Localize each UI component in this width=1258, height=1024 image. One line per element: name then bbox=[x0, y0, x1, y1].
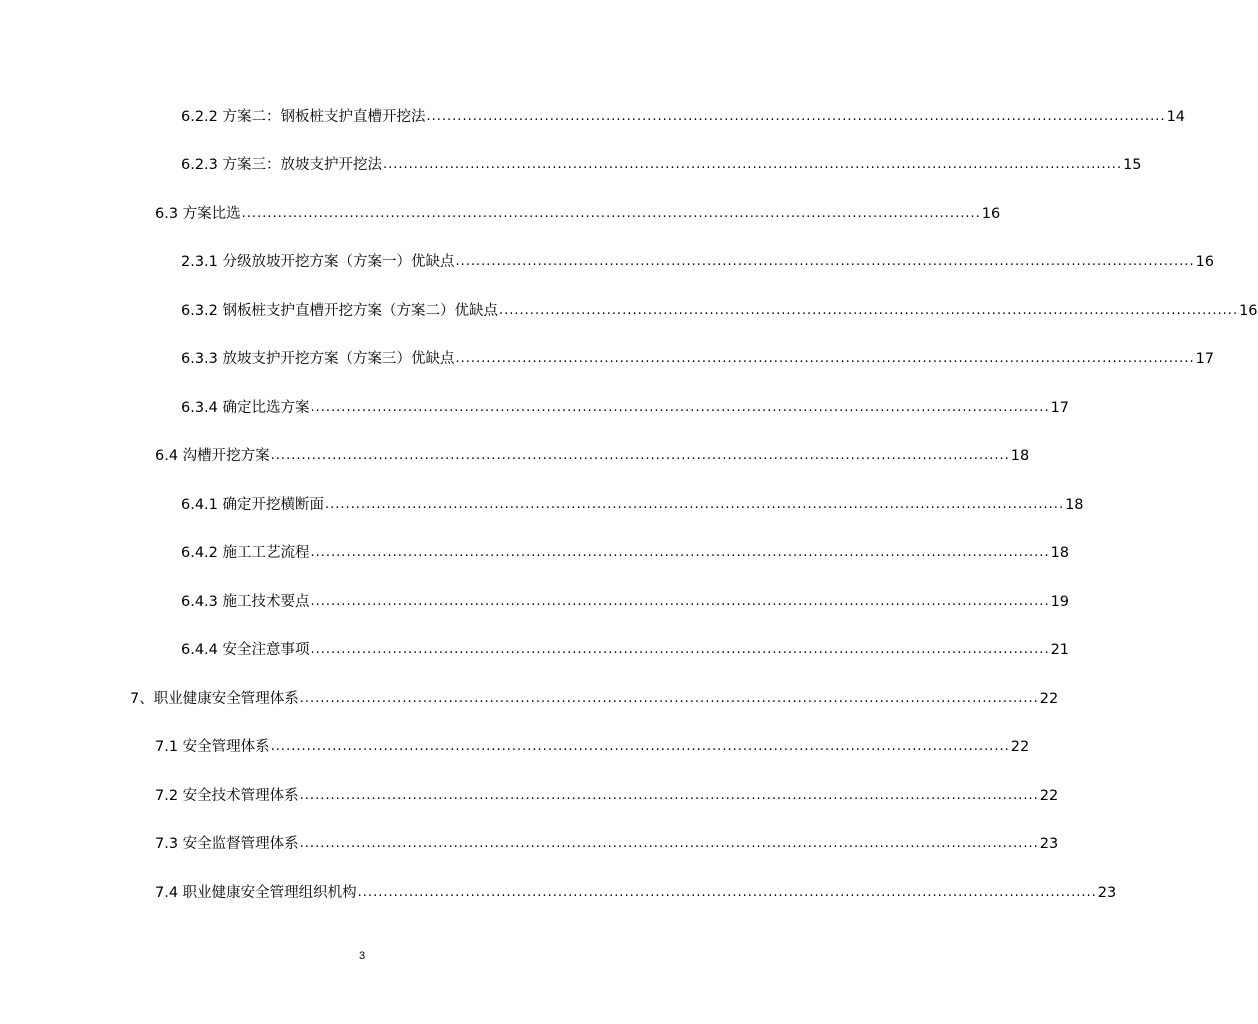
toc-entry-page: 22 bbox=[1039, 788, 1059, 804]
toc-dot-leader: ................................................................................................................................................ bbox=[310, 594, 1050, 609]
toc-entry-page: 14 bbox=[1166, 109, 1186, 125]
toc-dot-leader: ................................................................................................................................................ bbox=[310, 400, 1050, 415]
toc-entry[interactable] bbox=[155, 444, 1030, 468]
toc-entry-page: 23 bbox=[1039, 836, 1059, 852]
toc-dot-leader: ................................................................................................................................................ bbox=[455, 351, 1195, 366]
toc-entry-label: 6.4.2 施工工艺流程 bbox=[181, 545, 310, 561]
toc-dot-leader: ................................................................................................................................................ bbox=[270, 448, 1010, 463]
toc-entry[interactable] bbox=[155, 881, 1117, 905]
toc-entry-page: 17 bbox=[1195, 351, 1215, 367]
toc-entry-label: 6.2.3 方案三：放坡支护开挖法 bbox=[181, 157, 383, 173]
toc-entry[interactable] bbox=[181, 638, 1070, 662]
toc-entry-label: 7.3 安全监督管理体系 bbox=[155, 836, 299, 852]
toc-entry-page: 16 bbox=[1239, 303, 1258, 319]
toc-entry-page: 19 bbox=[1050, 594, 1070, 610]
toc-dot-leader: ................................................................................................................................................ bbox=[310, 545, 1050, 560]
toc-entry-label: 6.3.3 放坡支护开挖方案（方案三）优缺点 bbox=[181, 351, 455, 367]
toc-dot-leader: ................................................................................................................................................ bbox=[357, 885, 1097, 900]
toc-entry[interactable] bbox=[181, 153, 1142, 177]
toc-entry-page: 18 bbox=[1065, 497, 1084, 513]
toc-entry-page: 18 bbox=[1010, 448, 1030, 464]
toc-entry-page: 18 bbox=[1050, 545, 1070, 561]
toc-entry-label: 7.1 安全管理体系 bbox=[155, 739, 270, 755]
toc-dot-leader: ................................................................................................................................................ bbox=[270, 739, 1010, 754]
toc-entry[interactable] bbox=[181, 105, 1186, 129]
toc-dot-leader: ................................................................................................................................................ bbox=[426, 109, 1166, 124]
toc-entry[interactable] bbox=[181, 250, 1215, 274]
toc-entry-page: 22 bbox=[1010, 739, 1030, 755]
toc-dot-leader: ................................................................................................................................................ bbox=[299, 788, 1039, 803]
toc-entry[interactable] bbox=[181, 299, 1258, 323]
toc-dot-leader: ................................................................................................................................................ bbox=[383, 157, 1123, 172]
toc-entry-page: 23 bbox=[1097, 885, 1117, 901]
toc-dot-leader: ................................................................................................................................................ bbox=[299, 691, 1039, 706]
toc-entry-label: 6.2.2 方案二：钢板桩支护直槽开挖法 bbox=[181, 109, 426, 125]
toc-entry-label: 7、职业健康安全管理体系 bbox=[130, 691, 299, 707]
toc-entry-page: 16 bbox=[981, 206, 1001, 222]
toc-entry-label: 7.4 职业健康安全管理组织机构 bbox=[155, 885, 357, 901]
toc-entry-label: 6.3 方案比选 bbox=[155, 206, 241, 222]
toc-entry-page: 17 bbox=[1050, 400, 1070, 416]
toc-entry[interactable] bbox=[155, 735, 1030, 759]
toc-entry-label: 7.2 安全技术管理体系 bbox=[155, 788, 299, 804]
toc-entry-page: 22 bbox=[1039, 691, 1059, 707]
toc-entry-label: 6.4.1 确定开挖横断面 bbox=[181, 497, 325, 513]
toc-dot-leader: ................................................................................................................................................ bbox=[455, 254, 1195, 269]
toc-entry-label: 6.3.4 确定比选方案 bbox=[181, 400, 310, 416]
toc-dot-leader: ................................................................................................................................................ bbox=[325, 497, 1065, 512]
toc-dot-leader: ................................................................................................................................................ bbox=[241, 206, 981, 221]
toc-entry[interactable] bbox=[130, 687, 1059, 711]
toc-entry[interactable] bbox=[155, 202, 1001, 226]
toc-entry[interactable] bbox=[155, 784, 1059, 808]
toc-entry-label: 6.4 沟槽开挖方案 bbox=[155, 448, 270, 464]
toc-entry-page: 21 bbox=[1050, 642, 1070, 658]
toc-entry-label: 6.4.3 施工技术要点 bbox=[181, 594, 310, 610]
toc-entry[interactable] bbox=[181, 493, 1084, 517]
toc-entry-label: 6.3.2 钢板桩支护直槽开挖方案（方案二）优缺点 bbox=[181, 303, 499, 319]
toc-entry-label: 6.4.4 安全注意事项 bbox=[181, 642, 310, 658]
toc-entry[interactable] bbox=[155, 832, 1059, 856]
toc-entry-page: 15 bbox=[1123, 157, 1142, 173]
toc-entry[interactable] bbox=[181, 590, 1070, 614]
toc-dot-leader: ................................................................................................................................................ bbox=[310, 642, 1050, 657]
toc-entry[interactable] bbox=[181, 396, 1070, 420]
toc-entry-page: 16 bbox=[1195, 254, 1215, 270]
toc-entry[interactable] bbox=[181, 347, 1215, 371]
page-number: 3 bbox=[358, 950, 366, 962]
toc-dot-leader: ................................................................................................................................................ bbox=[499, 303, 1239, 318]
toc-dot-leader: ................................................................................................................................................ bbox=[299, 836, 1039, 851]
toc-entry[interactable] bbox=[181, 541, 1070, 565]
toc-entry-label: 2.3.1 分级放坡开挖方案（方案一）优缺点 bbox=[181, 254, 455, 270]
